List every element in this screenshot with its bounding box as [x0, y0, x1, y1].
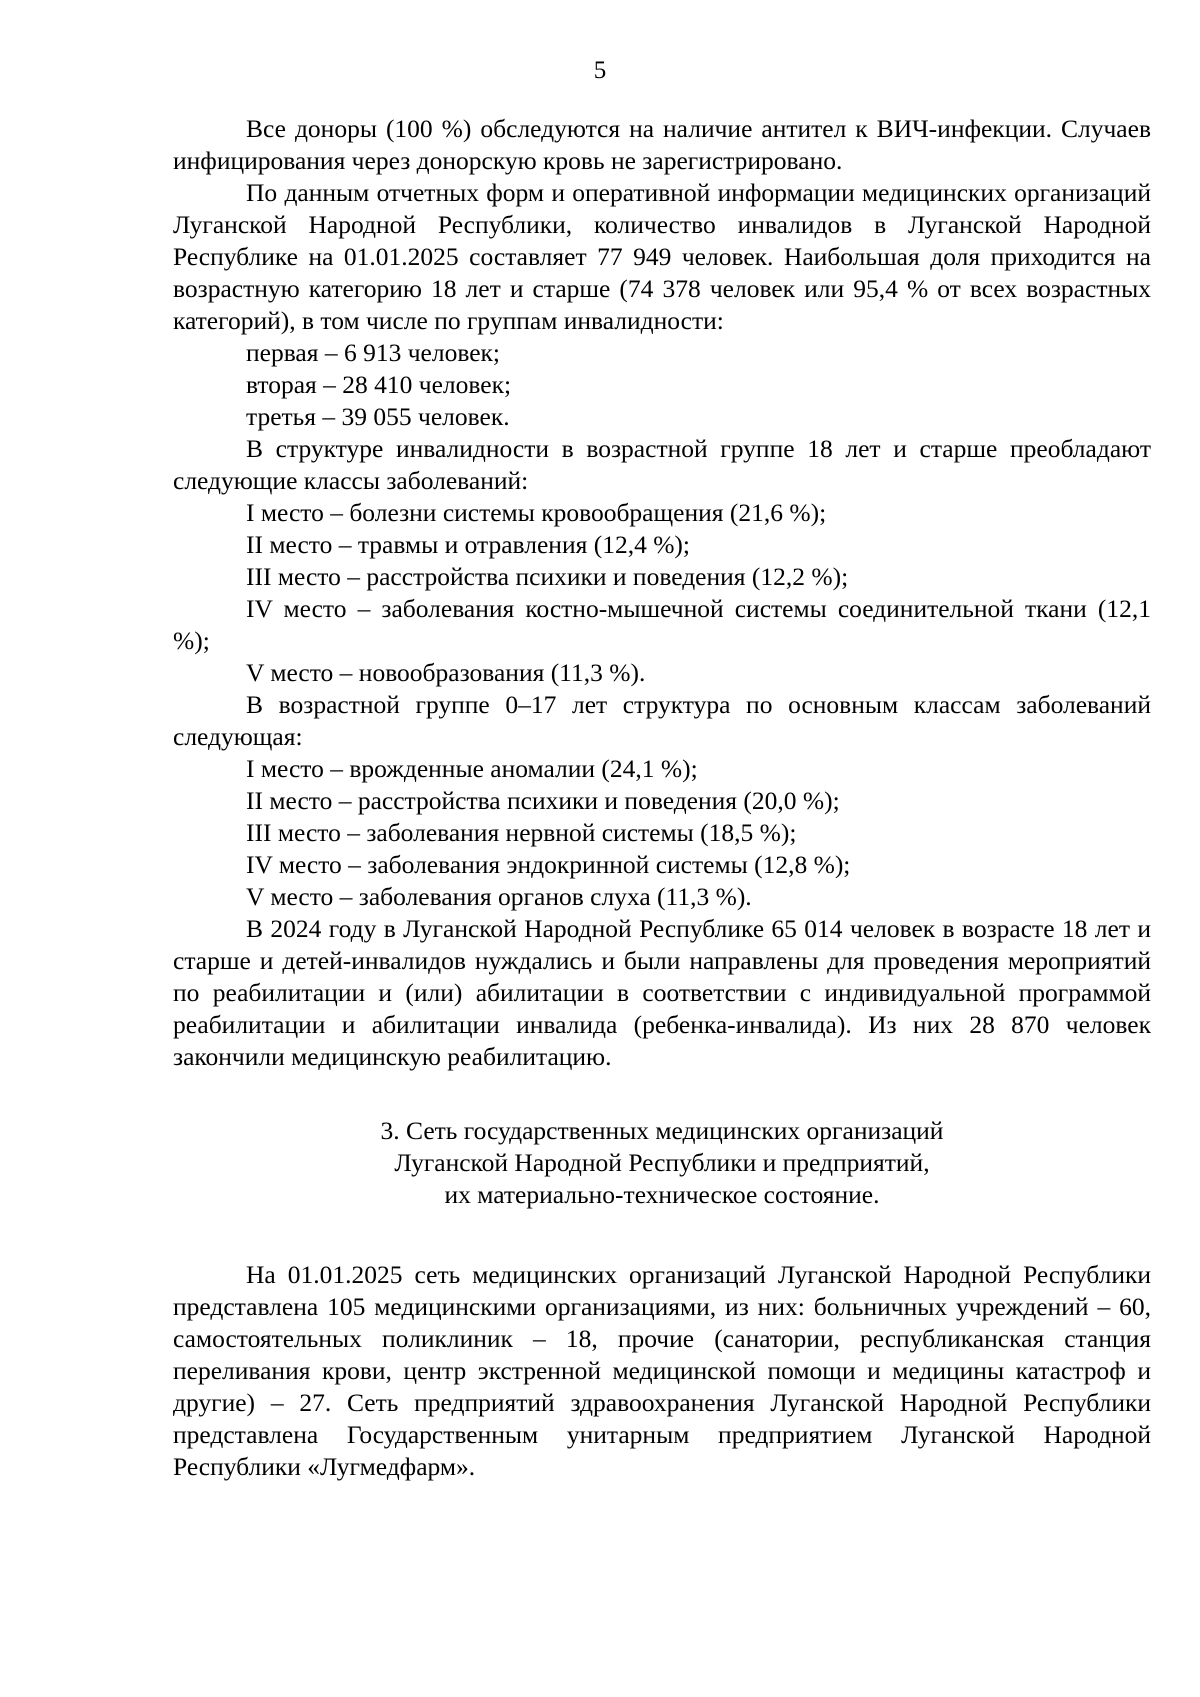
paragraph-structure-child: В возрастной группе 0–17 лет структура по основным классам заболеваний следующая:	[173, 690, 1151, 751]
child-class-item: II место – расстройства психики и поведения (20,0 %);	[246, 786, 840, 815]
child-class-item: III место – заболевания нервной системы (18,5 %);	[246, 818, 797, 847]
disability-group-item: третья – 39 055 человек.	[246, 402, 510, 431]
adult-class-item: IV место – заболевания костно-мышечной системы соединительной ткани (12,1 %);	[173, 594, 1151, 655]
child-class-item: V место – заболевания органов слуха (11,3 %).	[246, 882, 752, 911]
adult-class-item: II место – травмы и отравления (12,4 %);	[246, 530, 691, 559]
disability-group-item: вторая – 28 410 человек;	[246, 370, 512, 399]
adult-class-item: V место – новообразования (11,3 %).	[246, 658, 646, 687]
paragraph-donors: Все доноры (100 %) обследуются на наличие антител к ВИЧ-инфекции. Случаев инфицирования через донорскую кровь не зарегистрировано.	[173, 114, 1151, 175]
adult-class-item: I место – болезни системы кровообращения (21,6 %);	[246, 498, 827, 527]
adult-class-item: III место – расстройства психики и поведения (12,2 %);	[246, 562, 849, 591]
paragraph-network: На 01.01.2025 сеть медицинских организаций Луганской Народной Республики представлена 105 медицинскими организациями, из них: больничных учреждений – 60, самостоятельных поликлиник – 18, прочие (санатории, республиканская станция переливания крови, центр экстренной медицинской помощи и медицины катастроф и другие) – 27. Сеть предприятий здравоохранения Луганской Народной Республики представлена Государственным унитарным предприятием Луганской Народной Республики «Лугмедфарм».	[173, 1260, 1151, 1481]
paragraph-disabled-intro: По данным отчетных форм и оперативной информации медицинских организаций Луганской Народной Республики, количество инвалидов в Луганской Народной Республике на 01.01.2025 составляет 77 949 человек. Наибольшая доля приходится на возрастную категорию 18 лет и старше (74 378 человек или 95,4 % от всех возрастных категорий), в том числе по группам инвалидности:	[173, 178, 1151, 335]
child-class-item: IV место – заболевания эндокринной системы (12,8 %);	[246, 850, 851, 879]
paragraph-rehab: В 2024 году в Луганской Народной Республике 65 014 человек в возрасте 18 лет и старше и детей-инвалидов нуждались и были направлены для проведения мероприятий по реабилитации и (или) абилитации в соответствии с индивидуальной программой реабилитации и абилитации инвалида (ребенка-инвалида). Из них 28 870 человек закончили медицинскую реабилитацию.	[173, 914, 1151, 1071]
child-class-item: I место – врожденные аномалии (24,1 %);	[246, 754, 698, 783]
document-body	[173, 113, 1151, 1483]
disability-group-item: первая – 6 913 человек;	[246, 338, 501, 367]
page-number: 5	[593, 57, 607, 84]
section-heading-line: 3. Сеть государственных медицинских организаций	[380, 1116, 944, 1145]
section-heading-line: Луганской Народной Республики и предприятий,	[394, 1148, 930, 1177]
paragraph-structure-adult: В структуре инвалидности в возрастной группе 18 лет и старше преобладают следующие классы заболеваний:	[173, 434, 1151, 495]
section-heading-line: их материально-техническое состояние.	[444, 1180, 880, 1209]
section-heading	[173, 1115, 1151, 1211]
